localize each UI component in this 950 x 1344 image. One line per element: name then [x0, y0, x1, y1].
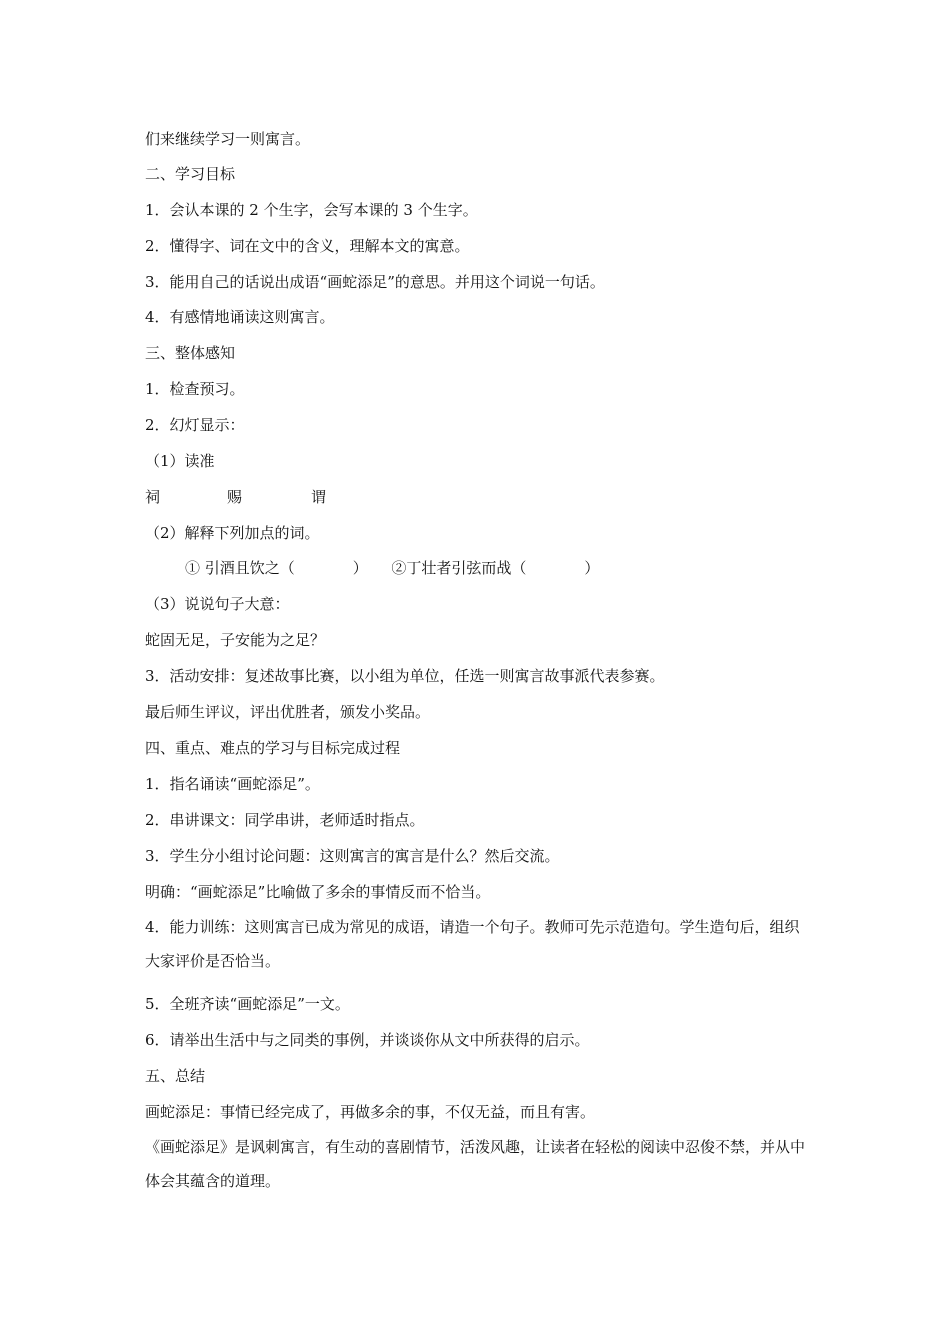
- exercise-item-close: ）: [584, 559, 600, 577]
- text-line: 最后师生评议，评出优胜者，颁发小奖品。: [145, 703, 431, 721]
- section-heading: 二、学习目标: [145, 165, 236, 183]
- section-heading: 三、整体感知: [145, 344, 236, 362]
- text-line: 们来继续学习一则寓言。: [145, 130, 311, 148]
- exercise-item: ②丁壮者引弦而战（: [391, 559, 527, 577]
- text-line: 1．检查预习。: [145, 380, 245, 398]
- text-line: 6．请举出生活中与之同类的事例，并谈谈你从文中所获得的启示。: [145, 1031, 590, 1049]
- text-line: 4．有感情地诵读这则寓言。: [145, 308, 335, 326]
- text-line: 2．串讲课文：同学串讲，老师适时指点。: [145, 811, 425, 829]
- character: 谓: [311, 488, 327, 506]
- text-line: 5．全班齐读“画蛇添足”一文。: [145, 995, 350, 1013]
- text-line: 1．会认本课的 2 个生字，会写本课的 3 个生字。: [145, 201, 478, 219]
- text-line: （2）解释下列加点的词。: [145, 524, 320, 542]
- text-line: 2．懂得字、词在文中的含义，理解本文的寓意。: [145, 237, 470, 255]
- text-line: （3）说说句子大意：: [145, 595, 290, 613]
- section-heading: 四、重点、难点的学习与目标完成过程: [145, 739, 401, 757]
- character: 祠: [145, 488, 161, 506]
- text-line: （1）读准: [145, 452, 215, 470]
- text-line: 3．能用自己的话说出成语“画蛇添足”的意思。并用这个词说一句话。: [145, 273, 605, 291]
- character: 赐: [227, 488, 243, 506]
- text-paragraph: 《画蛇添足》是讽刺寓言，有生动的喜剧情节，活泼风趣，让读者在轻松的阅读中忍俊不禁，并从中体会其蕴含的道理。: [145, 1138, 806, 1190]
- text-line: 蛇固无足，子安能为之足？: [145, 631, 326, 649]
- exercise-row: [185, 558, 599, 578]
- text-line: 3．活动安排：复述故事比赛，以小组为单位，任选一则寓言故事派代表参赛。: [145, 667, 665, 685]
- text-line: 1．指名诵读“画蛇添足”。: [145, 775, 320, 793]
- exercise-item-close: ）: [352, 559, 368, 577]
- text-paragraph: 4．能力训练：这则寓言已成为常见的成语，请造一个句子。教师可先示范造句。学生造句后，组织大家评价是否恰当。: [145, 918, 800, 970]
- characters-row: [145, 487, 326, 507]
- text-line: 画蛇添足：事情已经完成了，再做多余的事，不仅无益，而且有害。: [145, 1103, 596, 1121]
- text-line: 明确：“画蛇添足”比喻做了多余的事情反而不恰当。: [145, 883, 491, 901]
- text-line: 3．学生分小组讨论问题：这则寓言的寓言是什么？然后交流。: [145, 847, 560, 865]
- exercise-item: ① 引酒且饮之（: [185, 559, 295, 577]
- text-line: 2．幻灯显示：: [145, 416, 245, 434]
- section-heading: 五、总结: [145, 1067, 206, 1085]
